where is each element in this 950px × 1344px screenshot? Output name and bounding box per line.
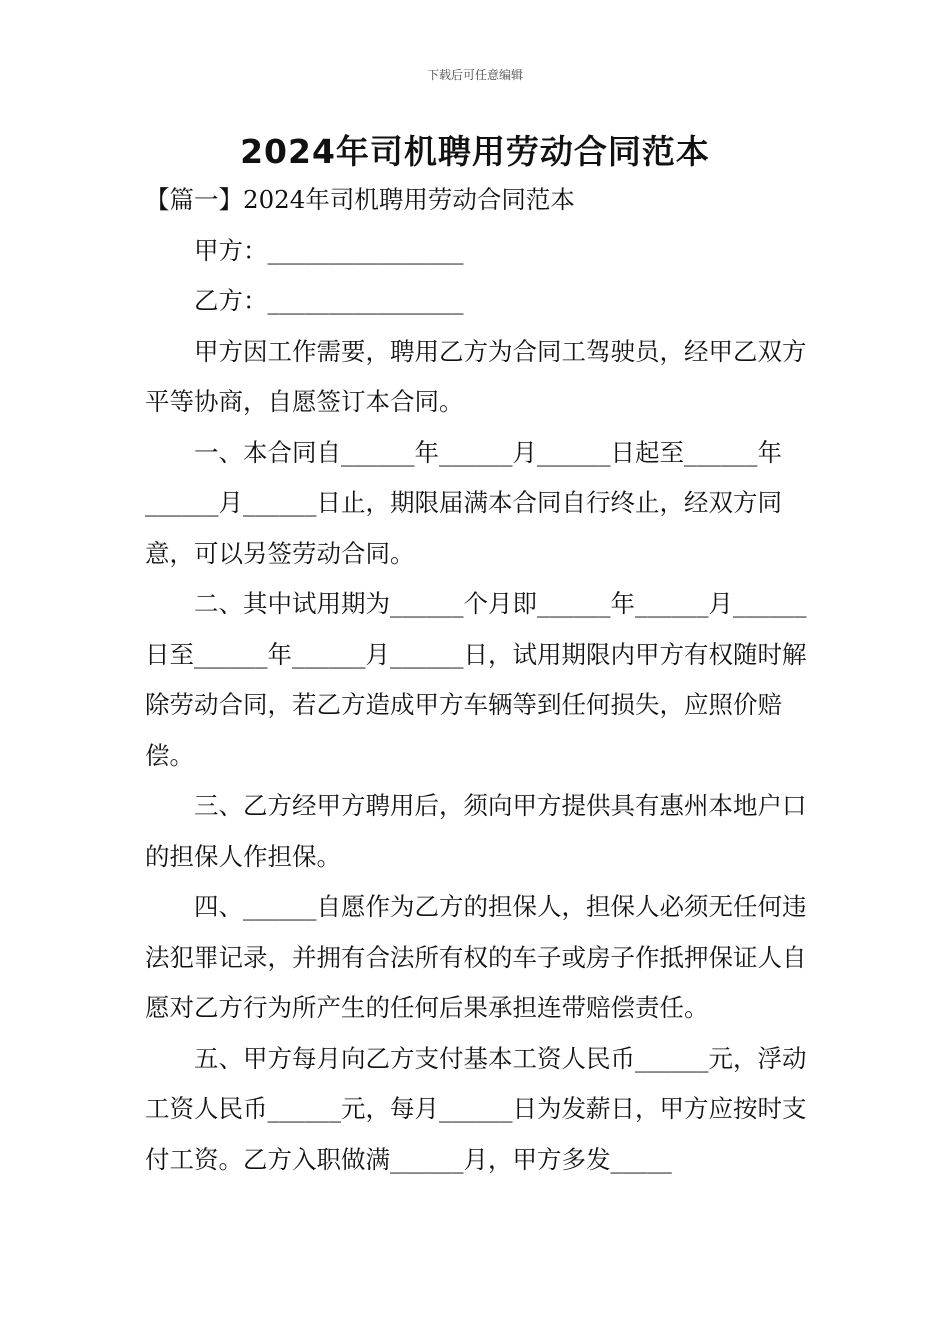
document-body xyxy=(145,175,807,1185)
section-heading: 【篇一】2024年司机聘用劳动合同范本 xyxy=(145,185,575,214)
paragraph-clause-2: 二、其中试用期为______个月即______年______月______日至______年______月______日，试用期限内甲方有权随时解除劳动合同，若乙方造成甲方车辆等到任何损失，应照价赔偿。 xyxy=(145,589,807,770)
header-note: 下载后可任意编辑 xyxy=(426,68,523,82)
paragraph-clause-5: 五、甲方每月向乙方支付基本工资人民币______元，浮动工资人民币______元，每月______日为发薪日，甲方应按时支付工资。乙方入职做满______月，甲方多发_____ xyxy=(145,1043,807,1174)
party-a-line: 甲方：________________ xyxy=(194,235,464,265)
paragraph-clause-1: 一、本合同自______年______月______日起至______年______月______日止，期限届满本合同自行终止，经双方同意，可以另签劳动合同。 xyxy=(145,437,782,568)
party-b-line: 乙方：________________ xyxy=(194,286,464,315)
paragraph-clause-3: 三、乙方经甲方聘用后，须向甲方提供具有惠州本地户口的担保人作担保。 xyxy=(145,791,807,871)
paragraph-clause-4: 四、______自愿作为乙方的担保人，担保人必须无任何违法犯罪记录，并拥有合法所有权的车子或房子作抵押保证人自愿对乙方行为所产生的任何后果承担连带赔偿责任。 xyxy=(145,892,807,1022)
paragraph-intro: 甲方因工作需要，聘用乙方为合同工驾驶员，经甲乙双方平等协商，自愿签订本合同。 xyxy=(145,336,807,416)
document-title: 2024年司机聘用劳动合同范本 xyxy=(240,132,710,171)
